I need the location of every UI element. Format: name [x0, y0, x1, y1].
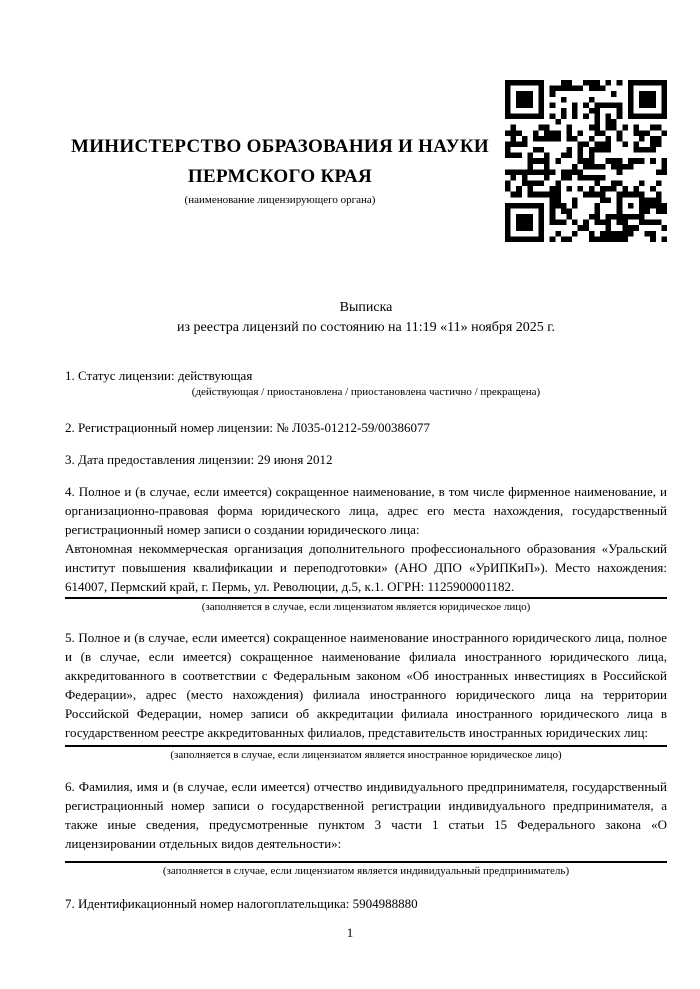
legal-entity-caption: (заполняется в случае, если лицензиатом является юридическое лицо)	[201, 601, 531, 613]
page-number: 1	[346, 925, 354, 940]
item-grant-date	[65, 450, 667, 469]
item-license-status	[65, 366, 667, 399]
document-title-line1: Выписка	[339, 300, 393, 315]
document-title-line2: из реестра лицензий по состоянию на 11:19 «11» ноября 2025 г.	[177, 320, 555, 335]
taxpayer-number-text: 7. Идентификационный номер налогоплательщика: 5904988880	[65, 896, 418, 911]
foreign-entity-label: 5. Полное и (в случае, если имеется) сокращенное наименование иностранного юридического лица, полное и (в случае, если имеется) сокращенное наименование филиала иностранного юридического лица, аккредитованного в соответствии с Федеральным законом «Об иностранных инвестициях в Российской Федерации», адрес (место нахождения) филиала иностранного юридического лица на территории Российской Федерации, номер записи об аккредитации филиала иностранного юридического лица в государственном реестре аккредитованных филиалов, представительств иностранных юридических лиц:	[65, 630, 667, 740]
item-legal-entity	[65, 482, 667, 614]
registration-number-text: 2. Регистрационный номер лицензии: № Л035-01212-59/00386077	[65, 420, 431, 435]
individual-entrepreneur-caption: (заполняется в случае, если лицензиатом является индивидуальный предприниматель)	[162, 865, 570, 877]
individual-entrepreneur-label: 6. Фамилия, имя и (в случае, если имеется) отчество индивидуального предпринимателя, государственный регистрационный номер записи о государственной регистрации индивидуального предпринимателя, а также иные сведения, предусмотренные пунктом 3 части 1 статьи 15 Федерального закона «О лицензировании отдельных видов деятельности»:	[65, 779, 667, 851]
individual-entrepreneur-rule	[65, 861, 667, 863]
grant-date-text: 3. Дата предоставления лицензии: 29 июня 2012	[65, 452, 333, 467]
item-taxpayer-number	[65, 894, 667, 913]
item-foreign-entity	[65, 628, 667, 762]
document-content	[65, 0, 667, 913]
legal-entity-value: Автономная некоммерческая организация дополнительного профессионального образования «Уральский институт повышения квалификации и переподготовки» (АНО ДПО «УрИПКиП»). Место нахождения: 614007, Пермский край, г. Пермь, ул. Революции, д.5, к.1. ОГРН: 1125900001182.	[65, 541, 667, 594]
document-title	[65, 298, 667, 338]
ministry-name-line2: ПЕРМСКОГО КРАЯ	[187, 166, 373, 187]
license-status-options-caption: (действующая / приостановлена / приостановлена частично / прекращена)	[191, 386, 541, 398]
license-status-text: 1. Статус лицензии: действующая	[65, 368, 253, 383]
item-individual-entrepreneur	[65, 777, 667, 878]
ministry-name-line1: МИНИСТЕРСТВО ОБРАЗОВАНИЯ И НАУКИ	[70, 136, 490, 157]
legal-entity-label: 4. Полное и (в случае, если имеется) сокращенное наименование, в том числе фирменное наименование, и организационно-правовая форма юридического лица, адрес его места нахождения, государственный регистрационный номер записи о создании юридического лица:	[65, 484, 667, 537]
foreign-entity-rule	[65, 745, 667, 747]
item-registration-number	[65, 418, 667, 437]
foreign-entity-caption: (заполняется в случае, если лицензиатом является иностранное юридическое лицо)	[170, 749, 562, 761]
licensing-authority-header	[65, 132, 495, 208]
legal-entity-rule	[65, 597, 667, 599]
licensing-authority-caption: (наименование лицензирующего органа)	[184, 194, 376, 206]
